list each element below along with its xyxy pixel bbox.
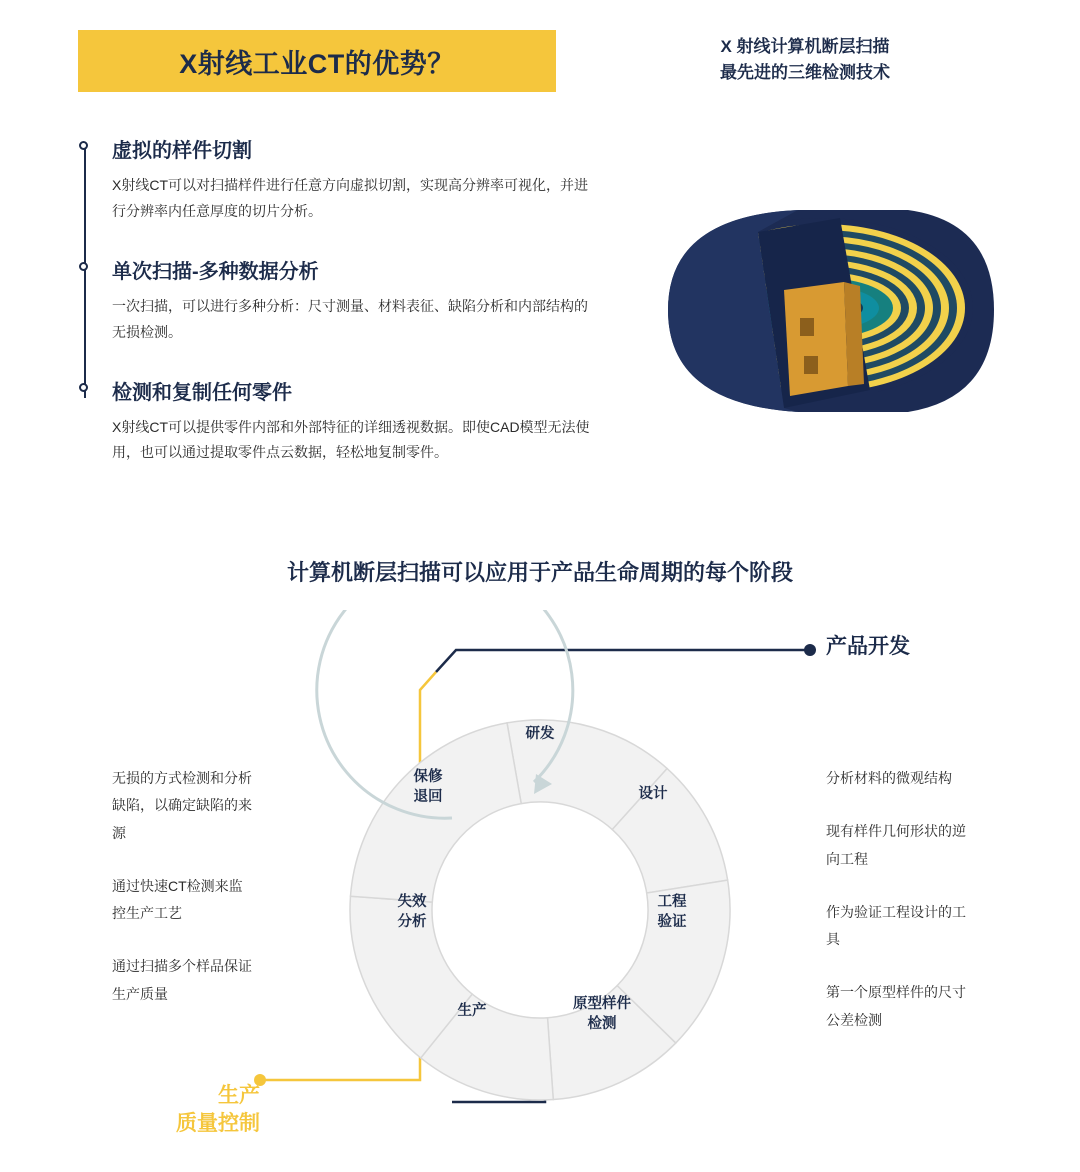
connector-product-development <box>436 650 806 672</box>
segment-label-production <box>432 1002 512 1022</box>
page-title-banner <box>78 30 556 92</box>
ct-block-hole <box>800 318 814 336</box>
left-note: 无损的方式检测和分析缺陷，以确定缺陷的来源 <box>112 770 252 841</box>
feature-body: X射线CT可以提供零件内部和外部特征的详细透视数据。即使CAD模型无法使用，也可以通过提取零件点云数据，轻松地复制零件。 <box>112 418 590 461</box>
ct-block-hole <box>804 356 818 374</box>
feature-list <box>84 134 604 488</box>
timeline-dot-icon <box>79 383 88 392</box>
segment-label-rd <box>500 725 580 745</box>
segment-label-line2: 分析 <box>397 913 427 930</box>
feature-heading: 检测和复制任何零件 <box>112 381 292 404</box>
production-quality-line2: 质量控制 <box>176 1112 260 1136</box>
segment-label-engineering <box>632 893 712 932</box>
left-note: 通过快速CT检测来监控生产工艺 <box>112 877 243 922</box>
segment-label-warranty <box>388 768 468 807</box>
segment-label-line2: 退回 <box>413 788 443 805</box>
feature-heading: 单次扫描-多种数据分析 <box>112 260 319 283</box>
page-subtitle-line2: 最先进的三维检测技术 <box>720 63 890 83</box>
production-quality-line1: 生产 <box>218 1084 260 1107</box>
segment-label-line2: 验证 <box>657 913 687 930</box>
feature-item <box>84 134 604 225</box>
production-quality-title <box>148 1082 260 1139</box>
segment-label-line2: 检测 <box>587 1015 617 1032</box>
page-subtitle <box>640 34 970 87</box>
left-notes-column <box>112 765 252 1034</box>
feature-body: 一次扫描，可以进行多种分析：尺寸测量、材料表征、缺陷分析和内部结构的无损检测。 <box>112 297 588 340</box>
product-development-title: 产品开发 <box>826 635 910 658</box>
segment-label-design <box>613 785 693 805</box>
feature-body: X射线CT可以对扫描样件进行任意方向虚拟切割，实现高分辨率可视化，并进行分辨率内任意厚度的切片分析。 <box>112 177 588 219</box>
connector-dot-right <box>804 644 816 656</box>
page-title: X射线工业CT的优势？ <box>179 48 455 79</box>
segment-label-line1: 工程 <box>657 894 687 910</box>
feature-item <box>84 255 604 346</box>
segment-label-failure <box>372 893 452 932</box>
segment-label-line1: 研发 <box>525 726 555 742</box>
segment-label-prototype <box>552 995 652 1034</box>
segment-label-line1: 原型样件 <box>573 996 631 1012</box>
segment-label-line1: 保修 <box>413 769 443 785</box>
timeline-dot-icon <box>79 141 88 150</box>
timeline-dot-icon <box>79 262 88 271</box>
segment-label-line1: 设计 <box>638 786 668 802</box>
lifecycle-donut <box>317 610 730 1100</box>
segment-label-line1: 生产 <box>457 1003 487 1019</box>
right-note: 分析材料的微观结构 <box>826 770 952 786</box>
left-note: 通过扫描多个样品保证生产质量 <box>112 958 252 1002</box>
feature-heading: 虚拟的样件切割 <box>112 140 252 162</box>
right-note: 第一个原型样件的尺寸公差检测 <box>826 984 966 1028</box>
page-subtitle-line1: X 射线计算机断层扫描 <box>720 37 890 56</box>
right-note: 作为验证工程设计的工具 <box>826 903 966 948</box>
right-note: 现有样件几何形状的逆向工程 <box>826 823 966 867</box>
segment-label-line1: 失效 <box>397 894 427 910</box>
lifecycle-section-title: 计算机断层扫描可以应用于产品生命周期的每个阶段 <box>286 560 793 585</box>
ct-internal-block <box>784 282 848 396</box>
feature-item <box>84 376 604 467</box>
ct-scan-illustration <box>608 140 1028 470</box>
right-notes-column <box>826 765 976 1060</box>
